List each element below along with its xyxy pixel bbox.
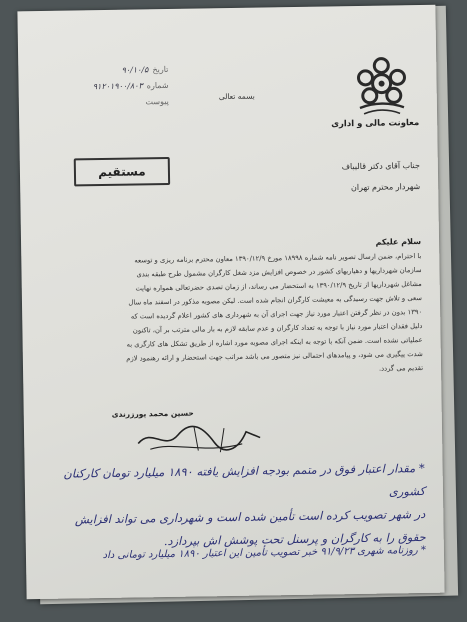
annotation-line: در شهر تصویب کرده است تأمین شده است و شهرداری می تواند افزایش xyxy=(74,506,426,527)
body-line: دلیل فقدان اعتبار مورد نیاز با توجه به تعداد کارگران و عدم سابقه لازم به بار مالی مترتب بر آن، تاکنون xyxy=(132,321,423,335)
attachment-row xyxy=(59,97,169,108)
department-title: معاونت مالی و اداری xyxy=(331,118,420,130)
body-line: تقدیم می گردد. xyxy=(378,363,424,373)
recipient-block xyxy=(342,155,421,198)
body-line: ۱۳۹۰ بدون در نظر گرفتن اعتبار مورد نیاز جهت اجرای آن به شهرداری های کشور اعلام گردیده است که xyxy=(130,307,423,321)
attachment-label: پیوست xyxy=(145,96,169,107)
body-line: عملیاتی نشده است. ضمن آنکه با توجه به اینکه اجرای مصوبه مورد اشاره از طریق تشکل های کارگری به xyxy=(126,335,423,349)
letter-page xyxy=(17,5,444,599)
signer-name: حسین محمد پورزرندی xyxy=(111,408,194,419)
bismillah-heading: بسمه تعالی xyxy=(218,91,255,102)
municipality-emblem-icon xyxy=(353,55,410,118)
body-line: سازمان شهرداریها و دهیاریهای کشور در خصوص افزایش مزد شغل کارگران مشمول طرح طبقه بندی xyxy=(136,266,422,279)
handwritten-signature xyxy=(134,419,265,459)
handwritten-annotation xyxy=(51,457,426,555)
number-value: ۹۱۲۰۱۹۰۰/۸۰۳ xyxy=(92,81,143,92)
greeting: سلام علیکم xyxy=(375,237,422,247)
recipient-name: جناب آقای دکتر قالیباف xyxy=(341,161,420,172)
letter-body xyxy=(41,249,423,381)
stamp-text: مستقیم xyxy=(98,164,146,180)
body-line: شدت پیگیری می شود، و پیامدهای احتمالی نیز متصور می باشد مراتب جهت استحضار و ارائه رهنمود لازم xyxy=(126,349,423,363)
number-label: شماره xyxy=(146,80,169,91)
handwritten-footnote: * روزنامه شهری ۹۱/۹/۲۳ خبر تصویب تأمین این اعتبار ۱۸۹۰ میلیارد تومانی داد xyxy=(102,544,427,562)
body-line: با احترام، ضمن ارسال تصویر نامه شماره ۱۸۹۹۸ مورخ ۱۳۹۰/۱۲/۹ معاون محترم برنامه ریزی و توسعه xyxy=(134,252,422,265)
body-line: مشاغل شهرداریها از تاریخ ۱۳۹۰/۱۲/۹ به استحضار می رساند، از زمان تصدی حضرتعالی همواره نهایت xyxy=(135,280,422,293)
date-value: ۹۰/۱۰/۵ xyxy=(121,65,149,75)
number-row xyxy=(59,81,169,92)
date-label: تاریخ xyxy=(152,64,169,75)
body-line: سعی و تلاش جهت رسیدگی به معیشت کارگران انجام شده است. لیکن مصوبه مذکور در اسفند ماه سال xyxy=(128,294,423,307)
annotation-line: * مقدار اعتبار فوق در متمم بودجه افزایش یافته ۱۸۹۰ میلیارد تومان کارکنان کشوری xyxy=(63,460,426,499)
direct-stamp xyxy=(74,157,170,187)
date-row xyxy=(58,65,168,76)
letter-meta xyxy=(58,65,169,115)
recipient-title: شهردار محترم تهران xyxy=(350,182,421,193)
annotation-line: حقوق را به کارگران و پرسنل تحت پوشش اش بپردازد. xyxy=(163,529,426,549)
